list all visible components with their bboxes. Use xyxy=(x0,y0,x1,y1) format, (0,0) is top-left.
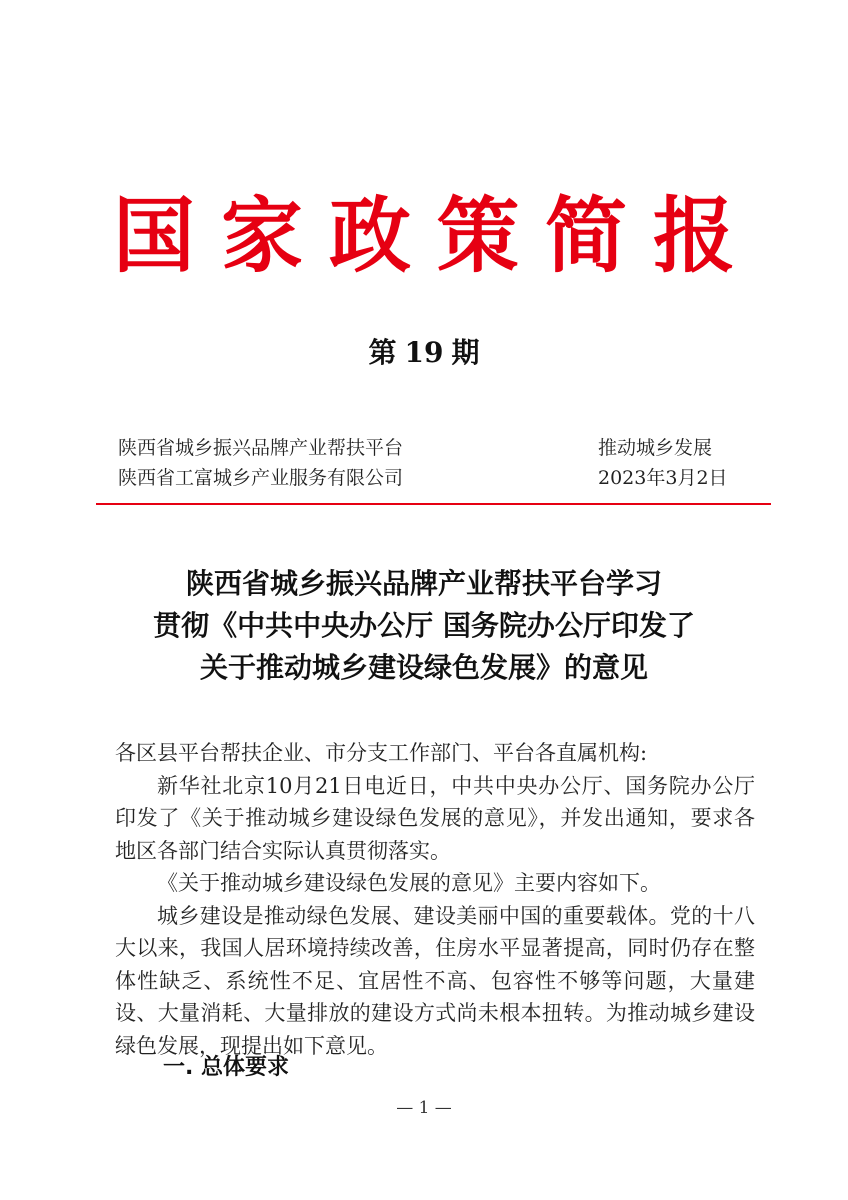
body-paragraph: 新华社北京10月21日电近日，中共中央办公厅、国务院办公厅印发了《关于推动城乡建设绿色发展的意见》，并发出通知，要求各地区各部门结合实际认真贯彻落实。 xyxy=(115,773,755,863)
issue-number xyxy=(0,333,848,373)
title-line: 陕西省城乡振兴品牌产业帮扶平台学习 xyxy=(185,567,662,600)
issue-date: 2023年3月2日 xyxy=(598,467,728,489)
red-divider xyxy=(96,503,771,505)
section-heading: 一. 总体要求 xyxy=(163,1055,290,1080)
salutation: 各区县平台帮扶企业、市分支工作部门、平台各直属机构: xyxy=(115,741,648,765)
body-paragraph: 《关于推动城乡建设绿色发展的意见》主要内容如下。 xyxy=(157,871,661,895)
issuer-block xyxy=(118,433,403,493)
issue-prefix: 第 xyxy=(368,336,397,369)
issuer-org-1: 陕西省城乡振兴品牌产业帮扶平台 xyxy=(118,437,404,459)
issue-suffix: 期 xyxy=(451,336,480,369)
title-line: 关于推动城乡建设绿色发展》的意见 xyxy=(199,651,648,684)
issuer-org-2: 陕西省工富城乡产业服务有限公司 xyxy=(118,467,404,489)
title-line: 贯彻《中共中央办公厅 国务院办公厅印发了 xyxy=(153,609,695,642)
issue-number-value: 19 xyxy=(404,336,444,369)
page-number: — 1 — xyxy=(396,1098,452,1118)
topic-label: 推动城乡发展 xyxy=(598,437,713,459)
topic-date-block xyxy=(598,433,728,493)
document-body xyxy=(115,737,755,1062)
masthead-title: 国家政策简报 xyxy=(112,188,761,284)
body-paragraph: 城乡建设是推动绿色发展、建设美丽中国的重要载体。党的十八大以来，我国人居环境持续改善，住房水平显著提高，同时仍存在整体性缺乏、系统性不足、宜居性不高、包容性不够等问题，大量建设、大量消耗、大量排放的建设方式尚未根本扭转。为推动城乡建设绿色发展，现提出如下意见。 xyxy=(115,903,755,1058)
document-title xyxy=(90,563,758,689)
